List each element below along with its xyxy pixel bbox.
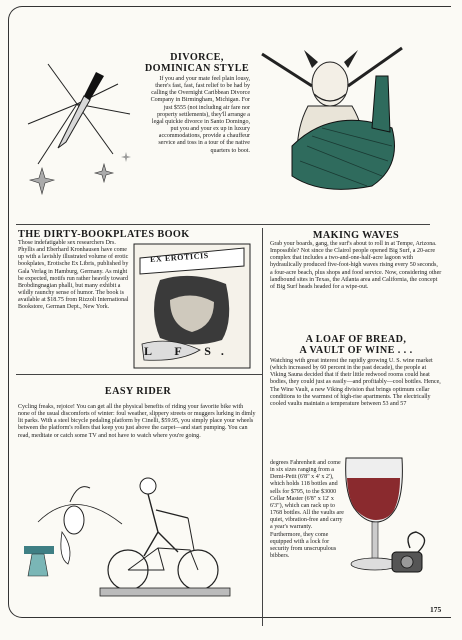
divorce-body: If you and your mate feel plain lousy, there's fast, fast, fast relief to be had by calling the Overnight Caribbean Divorce Company in Birmingham, Michigan. For just $555 (not including air fare nor property settlements), they'll arrange a legal quickie divorce in Santo Domingo, put you and your ex up in luxury accommodations, provide a chauffeur service and toss in a tour of the native quarters to boot. (150, 76, 250, 154)
devil-cactus-illustration (252, 36, 410, 208)
bookplates-title: THE DIRTY-BOOKPLATES BOOK (18, 229, 190, 240)
column-divider (262, 228, 263, 626)
wine-title-line2: A VAULT OF WINE . . . (299, 345, 413, 356)
bookplates-body: Those indefatigable sex researchers Drs. Phyllis and Eberhard Kronhausen have come up with a lavishly illustrated volume of erotic bookplates, Erotische Ex Libris, published by Gala Verlag in Hamburg, Germany. As might be expected, motifs run rather heavily toward Brobdingnagian phalli, but many exhibit a wildly raunchy sense of humor. The book is available at $18.75 from Rizzoli International Bookstore, German Dept., New York. (18, 240, 129, 311)
page-number: 175 (430, 605, 442, 614)
wine-title-line1: A LOAF OF BREAD, (305, 334, 407, 345)
divider (16, 374, 262, 375)
wine-body-narrow: degrees Fahrenheit and come in six sizes ranging from a Demi-Petit (6'8" x 4' x 2'), which holds 118 bottles and sells for $795, to the $3000 Cellar Master (6'8" x 12' x 6'3"), which can rack up to 1768 bottles. All the vaults are quiet, vibration-free and carry a year's warranty. Furthermore, they come equipped with a lock for security from unscrupulous bibbers. (270, 460, 344, 560)
divider (16, 224, 430, 225)
knife-illustration (18, 44, 136, 196)
wine-body-wide: Watching with great interest the rapidly growing U. S. wine market (which increased by 60 percent in the past decade), the people at Viking Sauna decided that if their little redwood rooms could heat bodies, they could just as easily—and profitably—cool bottles. Hence, The Wine Vault, a new Viking division that brings optimum cellar conditions to the warmest of high-rise apartments. The electrically cooled vaults maintain a temperature between 53 and 57 (270, 358, 441, 407)
bicycle-cartoon-illustration (18, 452, 246, 612)
bookplate-banner: EX EROTICIS (149, 250, 210, 265)
rider-title: EASY RIDER (104, 386, 172, 397)
waves-title: MAKING WAVES (312, 230, 400, 241)
bookplate-initials: L F S. (144, 344, 234, 358)
waves-body: Grab your boards, gang, the surf's about to roll in at Tempe, Arizona. Impossible? Not since the Clairol people opened Big Surf, a 20-acre complex that includes a two-and-one-half-acre lagoon with hydraulically produced five-foot-high waves rising every 50 seconds, a four-acre beach, plus shops and food service. Now, considering other landbound sites in Texas, the Atlanta area and California, the concept of Big Surf heads headed for a wipe-out. (270, 241, 442, 290)
divorce-title-line2: DOMINICAN STYLE (144, 63, 250, 74)
rider-body: Cycling freaks, rejoice! You can get all the physical benefits of riding your favorite bike with none of the usual discomforts of winter: foul weather, slippery streets or muggers lurking in dimly lit parks. With a steel bicycle pedaling platform by Cinelli, $59.95, you simply place your wheels between the platform's rollers that keep you just above the carpet—and start pumping. You can read, meditate or catch some TV and not have to watch where you're going. (18, 404, 256, 439)
wine-glass-illustration (332, 452, 436, 592)
divorce-title-line1: DIVORCE, (170, 52, 224, 63)
bookplate-illustration (130, 240, 254, 372)
